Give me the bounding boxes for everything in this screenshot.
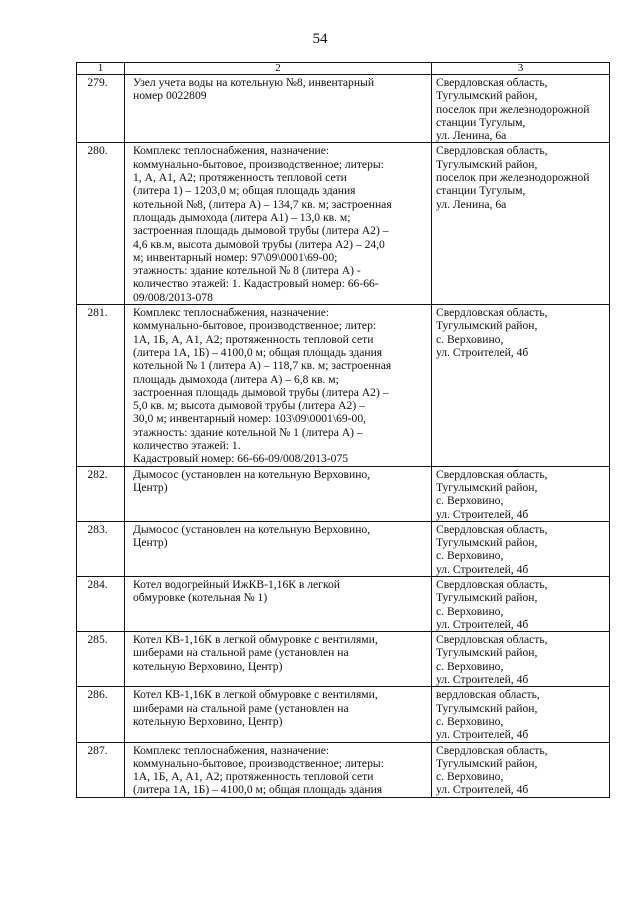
- address-line: Свердловская область,: [436, 522, 548, 536]
- description-line: коммунально-бытовое, производственное; литер:: [133, 319, 377, 333]
- description-line: Узел учета воды на котельную №8, инвентарный: [133, 76, 375, 89]
- column-header: 1: [77, 63, 125, 75]
- object-address: [432, 143, 610, 305]
- description-line: обмуровке (котельная № 1): [133, 591, 268, 605]
- description-line: 1А, 1Б, А, А1, А2; протяженность тепловой сети: [133, 332, 374, 346]
- description-line: количество этажей: 1.: [133, 439, 241, 453]
- address-line: Тугулымский район,: [436, 536, 538, 550]
- description-line: котельной №8, (литера А) – 134,7 кв. м; застроенная: [133, 197, 392, 211]
- table-row: [77, 143, 610, 305]
- table-row: [77, 521, 610, 576]
- description-line: Комплекс теплоснабжения, назначение:: [133, 144, 330, 158]
- description-line: этажность: здание котельной № 1 (литера А) –: [133, 425, 363, 439]
- description-line: (литера 1А, 1Б) – 4100,0 м; общая площадь здания: [133, 345, 383, 359]
- object-description: [125, 305, 432, 467]
- description-line: площадь дымохода (литера А) – 6,8 кв. м;: [133, 372, 339, 386]
- description-line: шиберами на стальной раме (установлен на: [133, 701, 349, 715]
- address-line: Тугулымский район,: [436, 591, 538, 605]
- description-line: Котел КВ-1,16К в легкой обмуровке с вентилями,: [133, 688, 378, 702]
- description-line: шиберами на стальной раме (установлен на: [133, 646, 349, 660]
- address-line: поселок при железнодорожной: [436, 171, 590, 185]
- description-line: коммунально-бытовое, производственное; литеры:: [133, 756, 384, 770]
- address-line: вердловская область,: [436, 688, 540, 702]
- address-line: Тугулымский район,: [436, 89, 538, 103]
- description-line: застроенная площадь дымовой трубы (литера А2) –: [133, 224, 389, 238]
- row-number: 287.: [77, 742, 125, 797]
- address-line: с. Верховино,: [436, 549, 504, 563]
- object-address: [432, 521, 610, 576]
- address-line: ул. Ленина, 6а: [436, 197, 507, 211]
- description-line: Кадастровый номер: 66-66-09/008/2013-075: [133, 452, 349, 466]
- object-description: [125, 632, 432, 687]
- address-line: с. Верховино,: [436, 332, 504, 346]
- address-line: Тугулымский район,: [436, 756, 538, 770]
- address-line: Тугулымский район,: [436, 480, 538, 494]
- table-header-row: [77, 63, 610, 75]
- object-address: [432, 305, 610, 467]
- object-description: [125, 576, 432, 631]
- description-line: котельную Верховино, Центр): [133, 714, 283, 728]
- table-row: [77, 466, 610, 521]
- description-line: 30,0 м; инвентарный номер: 103\09\0001\69-00,: [133, 412, 367, 426]
- object-description: [125, 143, 432, 305]
- description-line: котельную Верховино, Центр): [133, 659, 283, 673]
- description-line: м; инвентарный номер: 97\09\0001\69-00;: [133, 250, 338, 264]
- row-number: 279.: [77, 75, 125, 143]
- description-line: номер 0022809: [133, 89, 207, 103]
- object-description: [125, 466, 432, 521]
- address-line: Тугулымский район,: [436, 319, 538, 333]
- row-number: 284.: [77, 576, 125, 631]
- address-line: с. Верховино,: [436, 604, 504, 618]
- address-line: Свердловская область,: [436, 467, 548, 481]
- description-line: площадь дымохода (литера А1) – 13,0 кв. м;: [133, 210, 351, 224]
- address-line: ул. Строителей, 4б: [436, 728, 529, 742]
- address-line: с. Верховино,: [436, 770, 504, 784]
- address-line: станции Тугулым,: [436, 184, 526, 198]
- address-line: ул. Строителей, 4б: [436, 617, 529, 631]
- description-line: этажность: здание котельной № 8 (литера А) -: [133, 264, 361, 278]
- address-line: ул. Строителей, 4б: [436, 673, 529, 687]
- address-line: с. Верховино,: [436, 659, 504, 673]
- object-address: [432, 687, 610, 742]
- description-line: (литера 1А, 1Б) – 4100,0 м; общая площадь здания: [133, 783, 383, 797]
- object-address: [432, 576, 610, 631]
- description-line: Котел КВ-1,16К в легкой обмуровке с вентилями,: [133, 633, 378, 647]
- address-line: Свердловская область,: [436, 633, 548, 647]
- description-line: 1А, 1Б, А, А1, А2; протяженность тепловой сети: [133, 770, 374, 784]
- description-line: (литера 1) – 1203,0 м; общая площадь здания: [133, 184, 356, 198]
- table-row: [77, 742, 610, 797]
- description-line: котельной № 1 (литера А) – 118,7 кв. м; застроенная: [133, 359, 392, 373]
- object-address: [432, 466, 610, 521]
- row-number: 283.: [77, 521, 125, 576]
- property-table: [76, 62, 610, 798]
- description-line: 09/008/2013-078: [133, 290, 213, 304]
- description-line: Дымосос (установлен на котельную Верховино,: [133, 467, 371, 481]
- description-line: Комплекс теплоснабжения, назначение:: [133, 306, 330, 320]
- page-number: 54: [312, 31, 328, 47]
- address-line: Свердловская область,: [436, 743, 548, 757]
- description-line: коммунально-бытовое, производственное; литеры:: [133, 157, 384, 171]
- address-line: поселок при железнодорожной: [436, 102, 590, 116]
- description-line: 5,0 кв. м; высота дымовой трубы (литера А2) –: [133, 399, 365, 413]
- object-description: [125, 75, 432, 143]
- address-line: Тугулымский район,: [436, 701, 538, 715]
- description-line: 4,6 кв.м, высота дымовой трубы (литера А2) – 24,0: [133, 237, 385, 251]
- description-line: 1, А, А1, А2; протяженность тепловой сети: [133, 171, 347, 185]
- description-line: Котел водогрейный ИжКВ-1,16К в легкой: [133, 577, 340, 591]
- address-line: ул. Строителей, 4б: [436, 562, 529, 576]
- column-header: 2: [125, 63, 432, 75]
- address-line: с. Верховино,: [436, 714, 504, 728]
- address-line: Тугулымский район,: [436, 646, 538, 660]
- description-line: Дымосос (установлен на котельную Верховино,: [133, 522, 371, 536]
- table-row: [77, 75, 610, 143]
- address-line: Свердловская область,: [436, 144, 548, 158]
- address-line: с. Верховино,: [436, 494, 504, 508]
- description-line: застроенная площадь дымовой трубы (литера А2) –: [133, 385, 389, 399]
- description-line: количество этажей: 1. Кадастровый номер: 66-66-: [133, 277, 379, 291]
- table-row: [77, 576, 610, 631]
- description-line: Центр): [133, 480, 168, 494]
- object-address: [432, 632, 610, 687]
- row-number: 286.: [77, 687, 125, 742]
- address-line: Свердловская область,: [436, 577, 548, 591]
- description-line: Центр): [133, 536, 168, 550]
- address-line: ул. Строителей, 4б: [436, 783, 529, 797]
- table-row: [77, 632, 610, 687]
- table-row: [77, 305, 610, 467]
- object-description: [125, 521, 432, 576]
- column-header: 3: [432, 63, 610, 75]
- object-address: [432, 742, 610, 797]
- description-line: Комплекс теплоснабжения, назначение:: [133, 743, 330, 757]
- object-description: [125, 742, 432, 797]
- object-description: [125, 687, 432, 742]
- row-number: 285.: [77, 632, 125, 687]
- address-line: Свердловская область,: [436, 76, 548, 89]
- address-line: ул. Строителей, 4б: [436, 345, 529, 359]
- address-line: станции Тугулым,: [436, 115, 526, 129]
- object-address: [432, 75, 610, 143]
- row-number: 281.: [77, 305, 125, 467]
- row-number: 280.: [77, 143, 125, 305]
- address-line: ул. Ленина, 6а: [436, 129, 507, 143]
- address-line: Свердловская область,: [436, 306, 548, 320]
- row-number: 282.: [77, 466, 125, 521]
- address-line: Тугулымский район,: [436, 157, 538, 171]
- address-line: ул. Строителей, 4б: [436, 507, 529, 521]
- table-row: [77, 687, 610, 742]
